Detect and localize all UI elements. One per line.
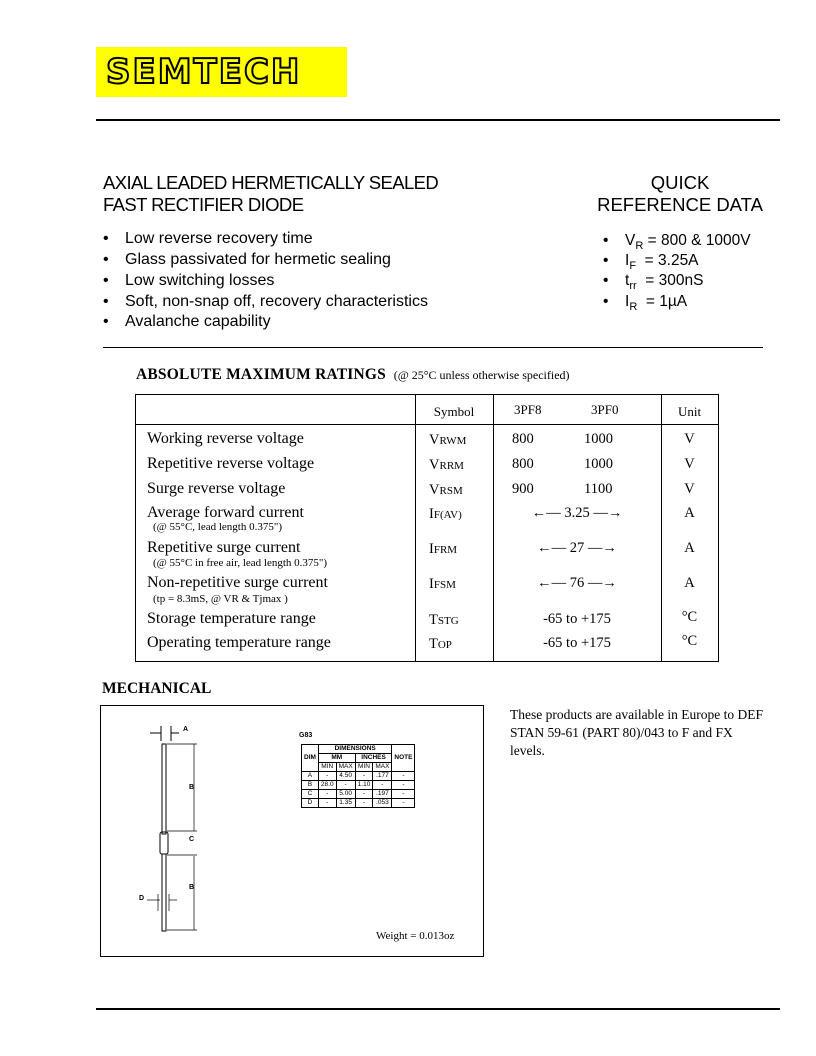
header-3pf8: 3PF8: [514, 402, 542, 417]
bullet-icon: •: [103, 272, 109, 289]
table-row: [302, 790, 415, 799]
unit: A: [684, 575, 695, 591]
dimensions-table: [301, 744, 415, 808]
dim-cell: -: [318, 772, 336, 781]
param-symbol: VRRM: [429, 457, 464, 473]
dim-label-a: A: [183, 726, 189, 733]
qd-value: = 1µA: [637, 293, 688, 310]
param-name: Repetitive surge current: [147, 539, 301, 556]
dim-cell: .177: [373, 772, 392, 781]
param-symbol: IFRM: [429, 541, 458, 557]
dim-cell: 1.35: [336, 799, 355, 808]
mm-header: MM: [318, 754, 355, 763]
dimensions-header: DIMENSIONS: [318, 745, 392, 754]
quick-ref-line-2: REFERENCE DATA: [597, 194, 763, 215]
qd-symbol: V: [625, 232, 636, 249]
feature-item: [103, 312, 271, 332]
feature-text: Avalanche capability: [125, 313, 271, 330]
dim-cell: .053: [373, 799, 392, 808]
bullet-icon: •: [603, 293, 609, 310]
value-span: ←— 76 —→: [537, 575, 617, 591]
feature-item: [103, 250, 391, 270]
dim-cell: A: [302, 772, 319, 781]
param-condition: (@ 55°C, lead length 0.375"): [153, 521, 282, 533]
param-name: Average forward current: [147, 504, 304, 521]
mechanical-drawing-box: [100, 705, 484, 957]
param-name: Operating temperature range: [147, 634, 331, 651]
param-condition: (@ 55°C in free air, lead length 0.375"): [153, 557, 328, 569]
param-symbol: VRSM: [429, 482, 463, 498]
dim-cell: .197: [373, 790, 392, 799]
logo-text: SEMTECH: [106, 52, 302, 92]
param-condition: (tp = 8.3mS, @ VR & Tjmax ): [153, 593, 288, 605]
bullet-icon: •: [603, 252, 609, 269]
dim-label-b2: B: [189, 884, 195, 891]
quick-ref-line-1: QUICK: [650, 172, 710, 193]
feature-text: Low switching losses: [125, 272, 275, 289]
param-name: Non-repetitive surge current: [147, 574, 328, 591]
mechanical-heading: MECHANICAL: [102, 680, 212, 697]
header-3pf0: 3PF0: [591, 402, 619, 417]
min-header: MIN: [355, 763, 373, 772]
title-line-2: FAST RECTIFIER DIODE: [103, 194, 304, 215]
dim-cell: 1.10: [355, 781, 373, 790]
bullet-icon: •: [103, 251, 109, 268]
header-rule: [136, 424, 718, 425]
dim-cell: -: [392, 781, 415, 790]
qd-subscript: rr: [629, 280, 637, 293]
quick-reference-heading: [596, 172, 764, 216]
value-3pf0: 1100: [584, 481, 613, 497]
dim-cell: -: [392, 772, 415, 781]
ratings-table: [135, 394, 719, 662]
min-header: MIN: [318, 763, 336, 772]
value-3pf0: 1000: [584, 456, 613, 472]
param-symbol: VRWM: [429, 432, 467, 448]
dim-cell: -: [318, 799, 336, 808]
unit: °C: [681, 633, 698, 649]
param-symbol: TOP: [429, 636, 452, 652]
feature-item: [103, 229, 313, 249]
value-span: -65 to +175: [543, 611, 611, 627]
bullet-icon: •: [103, 313, 109, 330]
feature-item: [103, 271, 274, 291]
footer-rule: [96, 1008, 780, 1010]
note-col-header: NOTE: [392, 745, 415, 772]
dim-cell: 4.50: [336, 772, 355, 781]
unit: °C: [681, 609, 698, 625]
dim-col-header: DIM: [302, 745, 319, 772]
feature-text: Soft, non-snap off, recovery characteristics: [125, 293, 428, 310]
max-header: MAX: [336, 763, 355, 772]
dim-cell: -: [336, 781, 355, 790]
dim-cell: -: [318, 790, 336, 799]
weight-label: Weight = 0.013oz: [376, 930, 455, 942]
qd-symbol: t: [625, 272, 630, 289]
table-divider: [415, 395, 416, 661]
unit: A: [684, 505, 695, 521]
dim-cell: C: [302, 790, 319, 799]
param-symbol: TSTG: [429, 612, 459, 628]
inches-header: INCHES: [355, 754, 392, 763]
dim-cell: -: [392, 790, 415, 799]
qd-subscript: R: [635, 240, 644, 253]
table-row: [302, 772, 415, 781]
feature-text: Low reverse recovery time: [125, 230, 313, 247]
param-name: Repetitive reverse voltage: [147, 455, 315, 472]
value-3pf0: 1000: [584, 431, 613, 447]
dim-cell: 5.00: [336, 790, 355, 799]
bullet-icon: •: [103, 230, 109, 247]
value-span: -65 to +175: [543, 635, 611, 651]
value-3pf8: 800: [512, 456, 534, 472]
product-title: [103, 172, 438, 216]
qd-value: = 3.25A: [636, 252, 699, 269]
value-span: ←— 27 —→: [537, 540, 617, 556]
param-name: Storage temperature range: [147, 610, 316, 627]
param-name: Surge reverse voltage: [147, 480, 286, 497]
qd-symbol: I: [625, 293, 630, 310]
param-symbol: IF(AV): [429, 506, 462, 522]
unit: V: [684, 481, 695, 497]
dim-cell: D: [302, 799, 319, 808]
bullet-icon: •: [603, 272, 609, 289]
package-code: G83: [299, 732, 313, 739]
feature-item: [103, 292, 428, 312]
qd-subscript: F: [629, 260, 637, 273]
dim-cell: 28.0: [318, 781, 336, 790]
unit: V: [684, 431, 695, 447]
feature-text: Glass passivated for hermetic sealing: [125, 251, 391, 268]
title-line-1: AXIAL LEADED HERMETICALLY SEALED: [103, 172, 439, 193]
dim-label-c: C: [189, 836, 195, 843]
header-rule: [96, 119, 780, 121]
dim-label-b: B: [189, 784, 195, 791]
header-symbol: Symbol: [433, 404, 475, 419]
availability-note: These products are available in Europe to DEF STAN 59-61 (PART 80)/043 to F and FX levels.: [510, 707, 764, 758]
table-row: [302, 781, 415, 790]
ratings-heading: [136, 366, 570, 384]
dim-cell: B: [302, 781, 319, 790]
qd-symbol: I: [625, 252, 630, 269]
dim-cell: -: [355, 790, 373, 799]
param-name: Working reverse voltage: [147, 430, 304, 447]
param-symbol: IFSM: [429, 576, 456, 592]
bullet-icon: •: [103, 293, 109, 310]
section-rule: [103, 347, 763, 348]
unit: V: [684, 456, 695, 472]
header-unit: Unit: [677, 404, 702, 419]
value-3pf8: 900: [512, 481, 534, 497]
semtech-logo: [96, 47, 347, 97]
qd-value: = 800 & 1000V: [643, 232, 751, 249]
ratings-title: ABSOLUTE MAXIMUM RATINGS: [136, 366, 386, 383]
ratings-note: (@ 25°C unless otherwise specified): [393, 368, 570, 382]
table-row: [302, 799, 415, 808]
unit: A: [684, 540, 695, 556]
max-header: MAX: [373, 763, 392, 772]
dim-label-d: D: [139, 895, 145, 902]
dim-cell: -: [392, 799, 415, 808]
quick-data-item: [603, 292, 687, 317]
value-3pf8: 800: [512, 431, 534, 447]
dim-cell: -: [355, 772, 373, 781]
bullet-icon: •: [603, 232, 609, 249]
dim-cell: -: [373, 781, 392, 790]
qd-subscript: R: [629, 301, 638, 314]
qd-value: = 300nS: [636, 272, 704, 289]
value-span: ←— 3.25 —→: [531, 505, 623, 521]
diode-outline-drawing: [101, 706, 483, 956]
dim-cell: -: [355, 799, 373, 808]
